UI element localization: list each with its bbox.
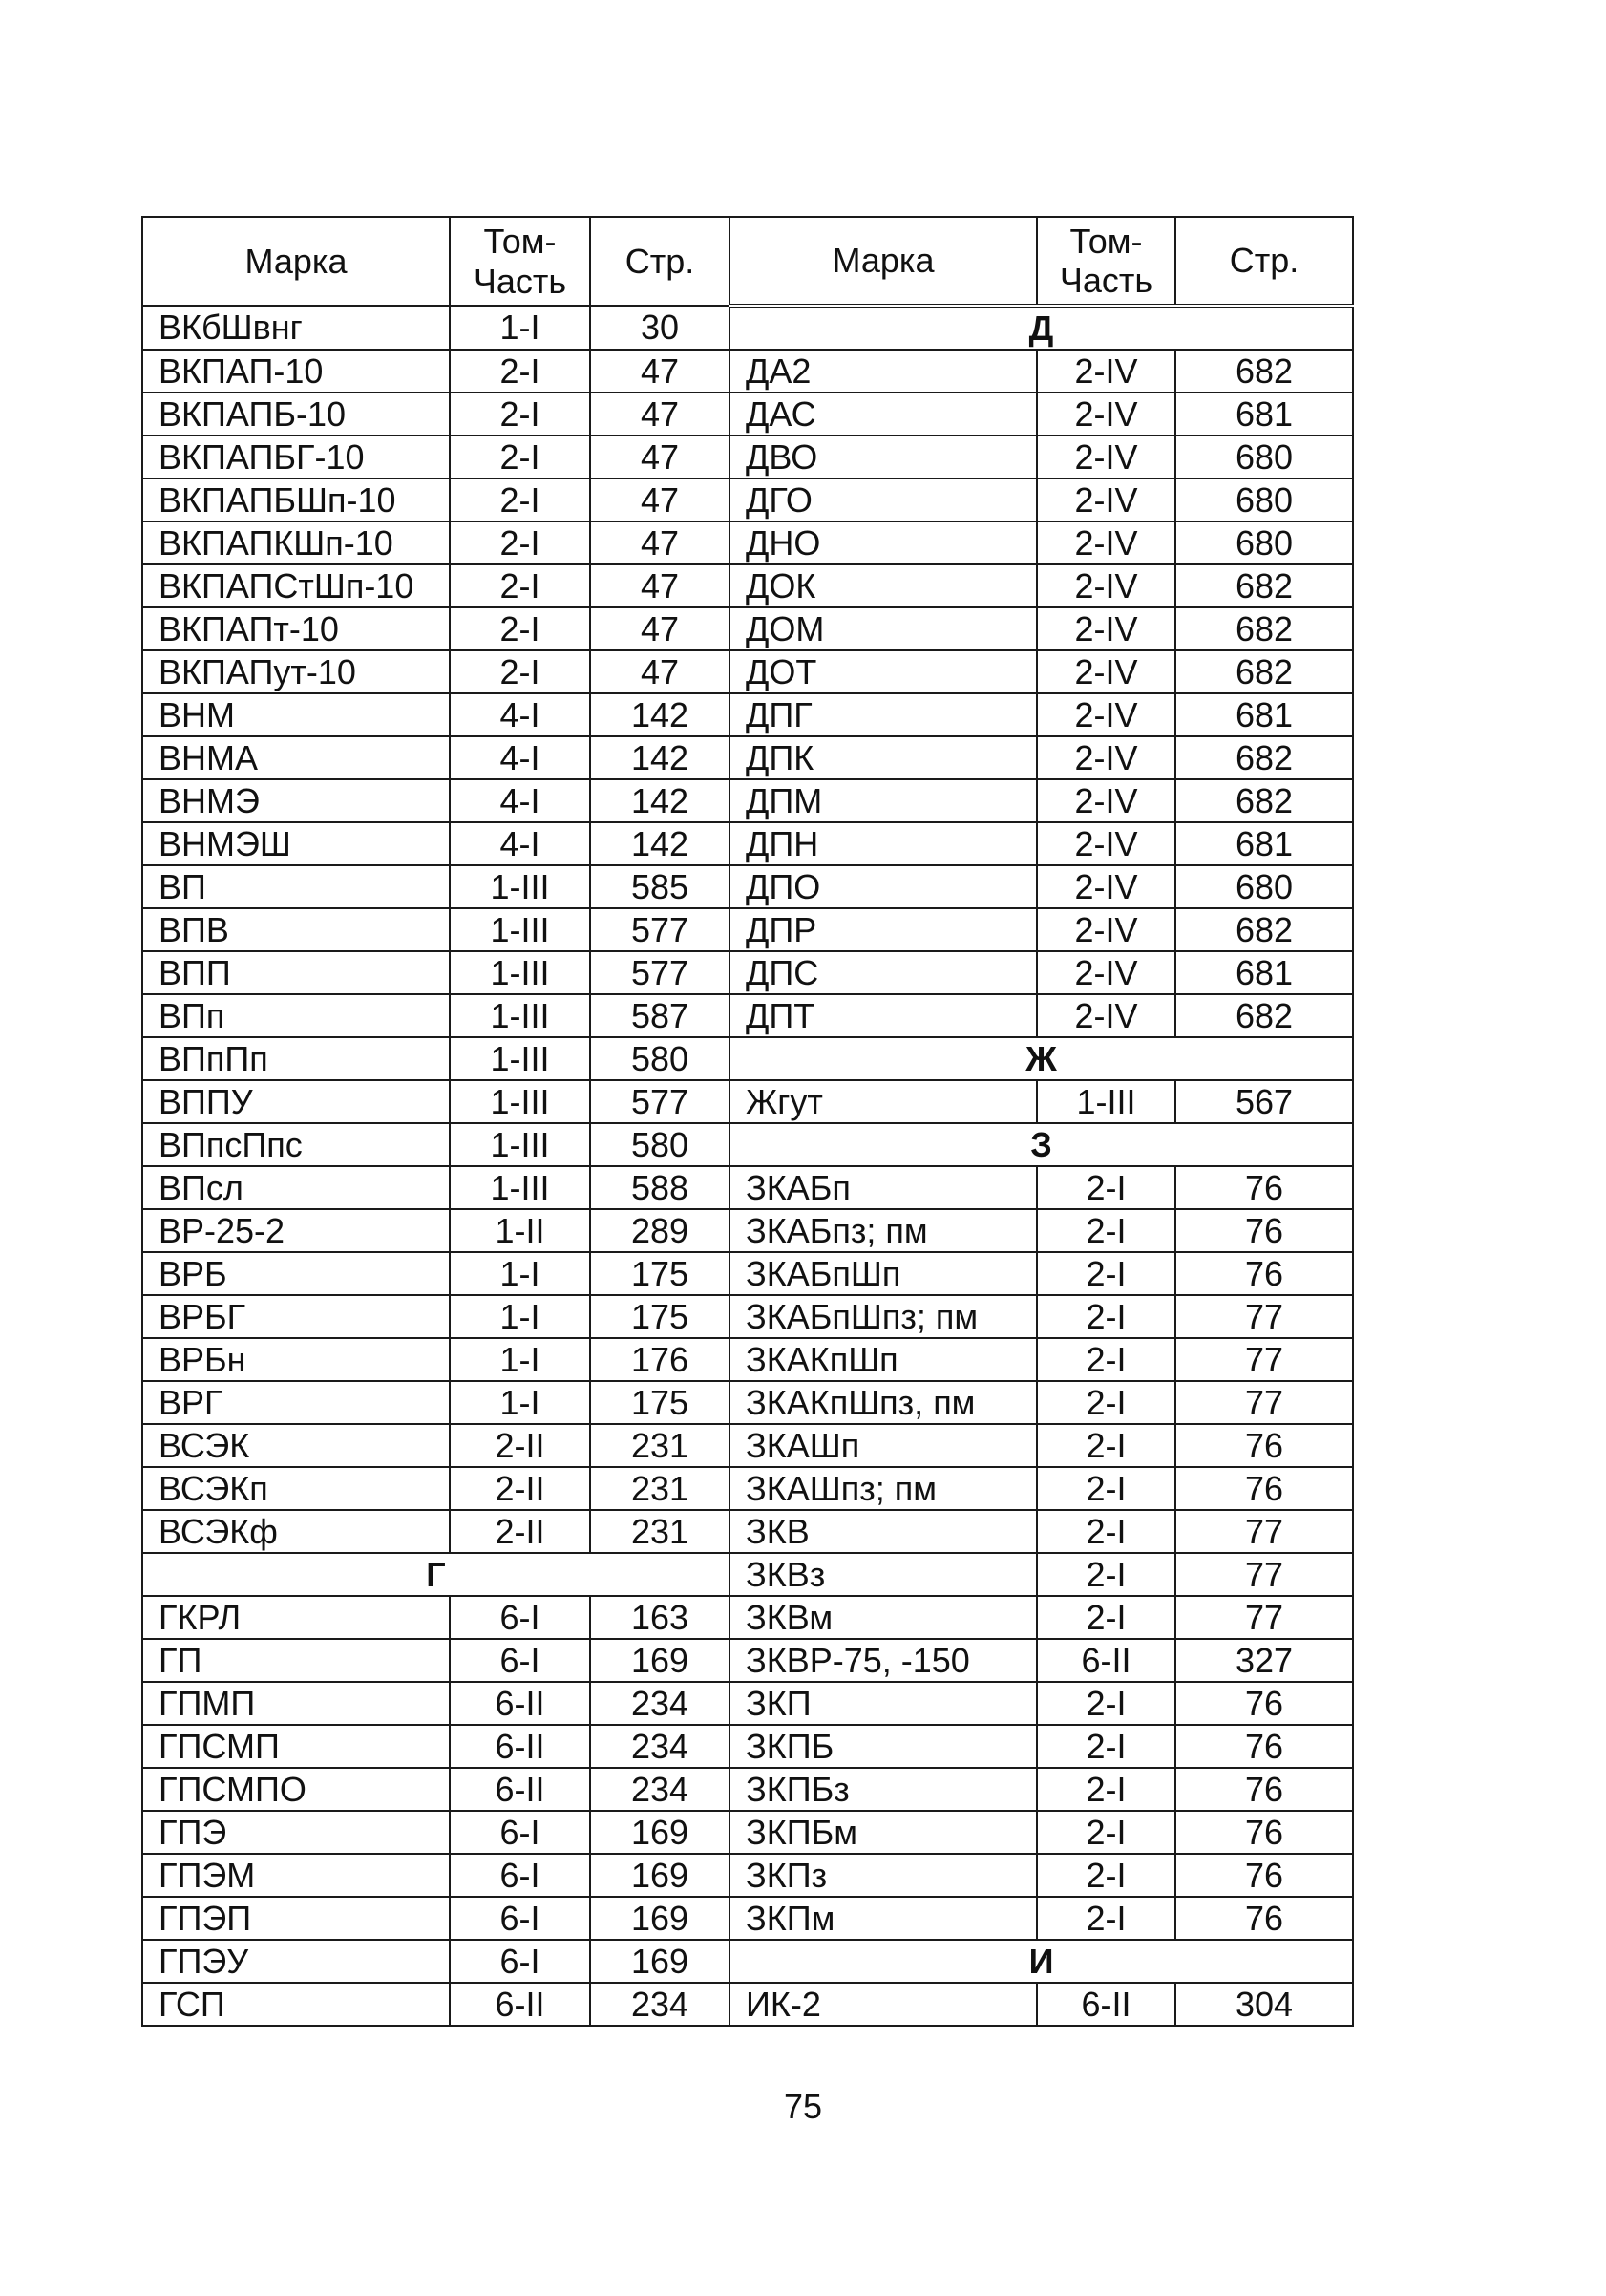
right-volume-cell: 2-I	[1037, 1725, 1175, 1768]
left-section-letter: Г	[142, 1553, 729, 1596]
left-mark-cell: ВПп	[142, 994, 450, 1037]
table-row	[142, 393, 1353, 436]
left-mark-cell: ВПВ	[142, 908, 450, 951]
right-page-cell: 77	[1175, 1338, 1353, 1381]
right-volume-cell: 2-IV	[1037, 521, 1175, 564]
right-volume-cell: 2-IV	[1037, 350, 1175, 393]
right-mark-cell: ДПР	[729, 908, 1037, 951]
left-page-cell: 175	[590, 1252, 729, 1295]
right-volume-cell: 2-IV	[1037, 693, 1175, 736]
right-volume-cell: 1-III	[1037, 1080, 1175, 1123]
right-mark-cell: ЗКПБз	[729, 1768, 1037, 1811]
header-mark-left: Марка	[142, 217, 450, 306]
right-mark-cell: ЗКАШп	[729, 1424, 1037, 1467]
right-volume-cell: 2-IV	[1037, 436, 1175, 478]
table-row	[142, 1123, 1353, 1166]
table-row	[142, 436, 1353, 478]
left-volume-cell: 2-II	[450, 1424, 590, 1467]
left-mark-cell: ВНМЭ	[142, 779, 450, 822]
page-number: 75	[783, 2087, 823, 2126]
right-page-cell: 76	[1175, 1682, 1353, 1725]
right-mark-cell: ДНО	[729, 521, 1037, 564]
left-mark-cell: ГПСМПО	[142, 1768, 450, 1811]
table-row	[142, 865, 1353, 908]
left-page-cell: 175	[590, 1381, 729, 1424]
left-page-cell: 47	[590, 393, 729, 436]
table-row	[142, 1854, 1353, 1897]
left-page-cell: 47	[590, 478, 729, 521]
right-volume-cell: 2-IV	[1037, 736, 1175, 779]
right-page-cell: 682	[1175, 779, 1353, 822]
table-row	[142, 1553, 1353, 1596]
left-page-cell: 169	[590, 1811, 729, 1854]
right-section-letter: И	[729, 1940, 1353, 1983]
right-page-cell: 681	[1175, 393, 1353, 436]
left-mark-cell: ВПпПп	[142, 1037, 450, 1080]
right-volume-cell: 2-IV	[1037, 607, 1175, 650]
left-volume-cell: 2-I	[450, 521, 590, 564]
left-page-cell: 47	[590, 650, 729, 693]
left-mark-cell: ВКПАПБШп-10	[142, 478, 450, 521]
left-mark-cell: ВРГ	[142, 1381, 450, 1424]
right-mark-cell: ЗКПБ	[729, 1725, 1037, 1768]
table-row	[142, 306, 1353, 350]
table-row	[142, 1940, 1353, 1983]
left-mark-cell: ВПсл	[142, 1166, 450, 1209]
left-page-cell: 142	[590, 736, 729, 779]
table-row	[142, 1510, 1353, 1553]
left-mark-cell: ГПЭП	[142, 1897, 450, 1940]
left-volume-cell: 1-III	[450, 1037, 590, 1080]
right-mark-cell: ЗКАШпз; пм	[729, 1467, 1037, 1510]
left-volume-cell: 1-I	[450, 306, 590, 350]
right-volume-cell: 2-I	[1037, 1338, 1175, 1381]
left-page-cell: 577	[590, 1080, 729, 1123]
right-mark-cell: ДОК	[729, 564, 1037, 607]
right-volume-cell: 2-I	[1037, 1424, 1175, 1467]
right-mark-cell: ЗКАБпШп	[729, 1252, 1037, 1295]
left-page-cell: 169	[590, 1639, 729, 1682]
right-volume-cell: 2-I	[1037, 1209, 1175, 1252]
left-page-cell: 142	[590, 822, 729, 865]
left-volume-cell: 2-II	[450, 1467, 590, 1510]
left-mark-cell: ГПЭМ	[142, 1854, 450, 1897]
right-page-cell: 680	[1175, 521, 1353, 564]
table-row	[142, 1338, 1353, 1381]
right-volume-cell: 2-IV	[1037, 650, 1175, 693]
left-volume-cell: 2-I	[450, 650, 590, 693]
left-volume-cell: 6-I	[450, 1854, 590, 1897]
right-mark-cell: ДПТ	[729, 994, 1037, 1037]
left-mark-cell: ВРБ	[142, 1252, 450, 1295]
right-page-cell: 77	[1175, 1381, 1353, 1424]
left-page-cell: 163	[590, 1596, 729, 1639]
right-volume-cell: 2-IV	[1037, 478, 1175, 521]
left-volume-cell: 6-II	[450, 1725, 590, 1768]
right-page-cell: 682	[1175, 607, 1353, 650]
left-volume-cell: 4-I	[450, 822, 590, 865]
table-row	[142, 1252, 1353, 1295]
right-page-cell: 77	[1175, 1510, 1353, 1553]
left-mark-cell: ГП	[142, 1639, 450, 1682]
right-mark-cell: ДПС	[729, 951, 1037, 994]
left-volume-cell: 2-I	[450, 478, 590, 521]
header-volume-left: Том- Часть	[450, 217, 590, 306]
table-row	[142, 908, 1353, 951]
left-volume-cell: 2-I	[450, 607, 590, 650]
left-volume-cell: 6-I	[450, 1639, 590, 1682]
right-volume-cell: 2-IV	[1037, 994, 1175, 1037]
left-volume-cell: 6-I	[450, 1596, 590, 1639]
right-page-cell: 76	[1175, 1897, 1353, 1940]
table-row	[142, 1037, 1353, 1080]
left-volume-cell: 6-II	[450, 1682, 590, 1725]
right-volume-cell: 2-I	[1037, 1768, 1175, 1811]
left-mark-cell: ВКПАПСтШп-10	[142, 564, 450, 607]
left-page-cell: 234	[590, 1682, 729, 1725]
left-page-cell: 577	[590, 951, 729, 994]
left-mark-cell: ВКПАПБГ-10	[142, 436, 450, 478]
left-volume-cell: 1-I	[450, 1381, 590, 1424]
left-page-cell: 142	[590, 779, 729, 822]
table-row	[142, 1768, 1353, 1811]
right-page-cell: 682	[1175, 650, 1353, 693]
right-mark-cell: ДА2	[729, 350, 1037, 393]
right-page-cell: 76	[1175, 1854, 1353, 1897]
right-page-cell: 682	[1175, 736, 1353, 779]
right-mark-cell: ИК-2	[729, 1983, 1037, 2026]
right-mark-cell: ЗКПм	[729, 1897, 1037, 1940]
right-page-cell: 76	[1175, 1467, 1353, 1510]
table-row	[142, 607, 1353, 650]
right-volume-cell: 2-I	[1037, 1510, 1175, 1553]
left-volume-cell: 1-I	[450, 1252, 590, 1295]
right-page-cell: 327	[1175, 1639, 1353, 1682]
right-mark-cell: ДОМ	[729, 607, 1037, 650]
left-volume-cell: 1-III	[450, 1080, 590, 1123]
table-row	[142, 1897, 1353, 1940]
table-body	[142, 306, 1353, 2026]
right-mark-cell: ДПГ	[729, 693, 1037, 736]
left-page-cell: 47	[590, 564, 729, 607]
left-volume-cell: 2-I	[450, 436, 590, 478]
right-mark-cell: ДПО	[729, 865, 1037, 908]
right-page-cell: 680	[1175, 478, 1353, 521]
right-mark-cell: ДАС	[729, 393, 1037, 436]
left-mark-cell: ВСЭКп	[142, 1467, 450, 1510]
right-page-cell: 680	[1175, 865, 1353, 908]
table-row	[142, 1682, 1353, 1725]
right-mark-cell: ЗКПз	[729, 1854, 1037, 1897]
table-row	[142, 1639, 1353, 1682]
right-mark-cell: ЗКАКпШпз, пм	[729, 1381, 1037, 1424]
left-page-cell: 588	[590, 1166, 729, 1209]
left-volume-cell: 4-I	[450, 779, 590, 822]
left-volume-cell: 1-III	[450, 1166, 590, 1209]
right-volume-cell: 2-I	[1037, 1854, 1175, 1897]
left-mark-cell: ГПМП	[142, 1682, 450, 1725]
table-row	[142, 736, 1353, 779]
left-mark-cell: ВР-25-2	[142, 1209, 450, 1252]
right-volume-cell: 2-I	[1037, 1252, 1175, 1295]
left-volume-cell: 6-I	[450, 1811, 590, 1854]
right-volume-cell: 2-I	[1037, 1553, 1175, 1596]
right-volume-cell: 2-IV	[1037, 865, 1175, 908]
brand-index-table	[141, 216, 1354, 2027]
right-page-cell: 682	[1175, 350, 1353, 393]
left-volume-cell: 2-I	[450, 393, 590, 436]
right-page-cell: 681	[1175, 951, 1353, 994]
table-row	[142, 350, 1353, 393]
right-volume-cell: 2-I	[1037, 1811, 1175, 1854]
right-section-letter: З	[729, 1123, 1353, 1166]
table-row	[142, 693, 1353, 736]
right-section-letter: Д	[729, 306, 1353, 350]
right-mark-cell: Жгут	[729, 1080, 1037, 1123]
right-page-cell: 77	[1175, 1596, 1353, 1639]
right-volume-cell: 2-I	[1037, 1682, 1175, 1725]
left-mark-cell: ВКПАПт-10	[142, 607, 450, 650]
table-header-row	[142, 217, 1353, 306]
header-page-left: Стр.	[590, 217, 729, 306]
left-page-cell: 289	[590, 1209, 729, 1252]
left-mark-cell: ВКПАПБ-10	[142, 393, 450, 436]
right-page-cell: 567	[1175, 1080, 1353, 1123]
right-volume-cell: 2-I	[1037, 1897, 1175, 1940]
right-mark-cell: ЗКП	[729, 1682, 1037, 1725]
left-volume-cell: 6-I	[450, 1940, 590, 1983]
right-volume-cell: 2-I	[1037, 1467, 1175, 1510]
right-mark-cell: ДОТ	[729, 650, 1037, 693]
right-page-cell: 681	[1175, 822, 1353, 865]
right-page-cell: 681	[1175, 693, 1353, 736]
table-row	[142, 1811, 1353, 1854]
table-row	[142, 1295, 1353, 1338]
left-page-cell: 580	[590, 1123, 729, 1166]
left-mark-cell: ВППУ	[142, 1080, 450, 1123]
left-page-cell: 587	[590, 994, 729, 1037]
right-page-cell: 76	[1175, 1768, 1353, 1811]
table-row	[142, 521, 1353, 564]
left-volume-cell: 6-I	[450, 1897, 590, 1940]
left-page-cell: 231	[590, 1424, 729, 1467]
table-row	[142, 1080, 1353, 1123]
right-mark-cell: ЗКАБпз; пм	[729, 1209, 1037, 1252]
left-mark-cell: ВСЭК	[142, 1424, 450, 1467]
right-page-cell: 304	[1175, 1983, 1353, 2026]
left-volume-cell: 2-I	[450, 350, 590, 393]
left-page-cell: 142	[590, 693, 729, 736]
left-mark-cell: ВКПАПут-10	[142, 650, 450, 693]
table-row	[142, 779, 1353, 822]
left-page-cell: 580	[590, 1037, 729, 1080]
header-volume-right: Том- Часть	[1037, 217, 1175, 306]
table-row	[142, 564, 1353, 607]
left-page-cell: 47	[590, 521, 729, 564]
right-volume-cell: 2-I	[1037, 1596, 1175, 1639]
table-row	[142, 951, 1353, 994]
table-row	[142, 1596, 1353, 1639]
left-page-cell: 176	[590, 1338, 729, 1381]
left-page-cell: 169	[590, 1854, 729, 1897]
right-mark-cell: ЗКПБм	[729, 1811, 1037, 1854]
left-volume-cell: 1-III	[450, 908, 590, 951]
left-volume-cell: 1-III	[450, 951, 590, 994]
right-mark-cell: ЗКАБпШпз; пм	[729, 1295, 1037, 1338]
left-mark-cell: ВСЭКф	[142, 1510, 450, 1553]
left-page-cell: 231	[590, 1510, 729, 1553]
left-volume-cell: 1-I	[450, 1295, 590, 1338]
left-page-cell: 169	[590, 1940, 729, 1983]
left-mark-cell: ВПпсПпс	[142, 1123, 450, 1166]
right-mark-cell: ЗКАБп	[729, 1166, 1037, 1209]
left-page-cell: 234	[590, 1725, 729, 1768]
left-page-cell: 47	[590, 607, 729, 650]
right-mark-cell: ДПН	[729, 822, 1037, 865]
table-row	[142, 1381, 1353, 1424]
table-row	[142, 822, 1353, 865]
left-page-cell: 577	[590, 908, 729, 951]
left-page-cell: 585	[590, 865, 729, 908]
right-page-cell: 76	[1175, 1252, 1353, 1295]
left-mark-cell: ВКПАПКШп-10	[142, 521, 450, 564]
left-volume-cell: 1-I	[450, 1338, 590, 1381]
table-row	[142, 1209, 1353, 1252]
right-volume-cell: 2-IV	[1037, 951, 1175, 994]
left-page-cell: 30	[590, 306, 729, 350]
right-page-cell: 682	[1175, 994, 1353, 1037]
left-mark-cell: ГПЭ	[142, 1811, 450, 1854]
right-page-cell: 76	[1175, 1166, 1353, 1209]
left-page-cell: 47	[590, 350, 729, 393]
right-mark-cell: ДПМ	[729, 779, 1037, 822]
left-mark-cell: ГПЭУ	[142, 1940, 450, 1983]
table-row	[142, 478, 1353, 521]
table-row	[142, 1983, 1353, 2026]
left-page-cell: 175	[590, 1295, 729, 1338]
left-mark-cell: ВРБГ	[142, 1295, 450, 1338]
right-mark-cell: ЗКВ	[729, 1510, 1037, 1553]
left-page-cell: 231	[590, 1467, 729, 1510]
right-page-cell: 76	[1175, 1424, 1353, 1467]
table-row	[142, 994, 1353, 1037]
left-mark-cell: ГСП	[142, 1983, 450, 2026]
left-mark-cell: ГКРЛ	[142, 1596, 450, 1639]
header-page-right: Стр.	[1175, 217, 1353, 306]
table-row	[142, 1467, 1353, 1510]
left-mark-cell: ВКбШвнг	[142, 306, 450, 350]
right-page-cell: 77	[1175, 1295, 1353, 1338]
left-volume-cell: 1-III	[450, 1123, 590, 1166]
table-row	[142, 1424, 1353, 1467]
left-volume-cell: 6-II	[450, 1768, 590, 1811]
left-page-cell: 234	[590, 1983, 729, 2026]
left-mark-cell: ГПСМП	[142, 1725, 450, 1768]
left-volume-cell: 2-I	[450, 564, 590, 607]
left-page-cell: 169	[590, 1897, 729, 1940]
left-mark-cell: ВП	[142, 865, 450, 908]
right-page-cell: 682	[1175, 908, 1353, 951]
left-volume-cell: 4-I	[450, 693, 590, 736]
left-volume-cell: 4-I	[450, 736, 590, 779]
right-volume-cell: 2-IV	[1037, 564, 1175, 607]
right-page-cell: 76	[1175, 1811, 1353, 1854]
right-page-cell: 76	[1175, 1725, 1353, 1768]
right-mark-cell: ЗКВм	[729, 1596, 1037, 1639]
left-mark-cell: ВПП	[142, 951, 450, 994]
left-mark-cell: ВНМА	[142, 736, 450, 779]
left-volume-cell: 1-III	[450, 994, 590, 1037]
right-volume-cell: 2-I	[1037, 1166, 1175, 1209]
right-page-cell: 682	[1175, 564, 1353, 607]
right-page-cell: 680	[1175, 436, 1353, 478]
left-page-cell: 47	[590, 436, 729, 478]
left-volume-cell: 6-II	[450, 1983, 590, 2026]
left-mark-cell: ВНМ	[142, 693, 450, 736]
right-volume-cell: 2-I	[1037, 1381, 1175, 1424]
right-mark-cell: ДВО	[729, 436, 1037, 478]
left-mark-cell: ВНМЭШ	[142, 822, 450, 865]
right-volume-cell: 2-IV	[1037, 393, 1175, 436]
right-section-letter: Ж	[729, 1037, 1353, 1080]
right-page-cell: 76	[1175, 1209, 1353, 1252]
right-volume-cell: 6-II	[1037, 1983, 1175, 2026]
right-mark-cell: ЗКВз	[729, 1553, 1037, 1596]
left-mark-cell: ВКПАП-10	[142, 350, 450, 393]
right-mark-cell: ЗКАКпШп	[729, 1338, 1037, 1381]
right-page-cell: 77	[1175, 1553, 1353, 1596]
right-volume-cell: 2-I	[1037, 1295, 1175, 1338]
left-volume-cell: 2-II	[450, 1510, 590, 1553]
left-page-cell: 234	[590, 1768, 729, 1811]
right-mark-cell: ДГО	[729, 478, 1037, 521]
right-volume-cell: 2-IV	[1037, 822, 1175, 865]
right-mark-cell: ЗКВР-75, -150	[729, 1639, 1037, 1682]
right-volume-cell: 6-II	[1037, 1639, 1175, 1682]
right-mark-cell: ДПК	[729, 736, 1037, 779]
left-volume-cell: 1-III	[450, 865, 590, 908]
right-volume-cell: 2-IV	[1037, 908, 1175, 951]
table-row	[142, 1166, 1353, 1209]
right-volume-cell: 2-IV	[1037, 779, 1175, 822]
left-volume-cell: 1-II	[450, 1209, 590, 1252]
left-mark-cell: ВРБн	[142, 1338, 450, 1381]
table-row	[142, 1725, 1353, 1768]
header-mark-right: Марка	[729, 217, 1037, 306]
table-row	[142, 650, 1353, 693]
